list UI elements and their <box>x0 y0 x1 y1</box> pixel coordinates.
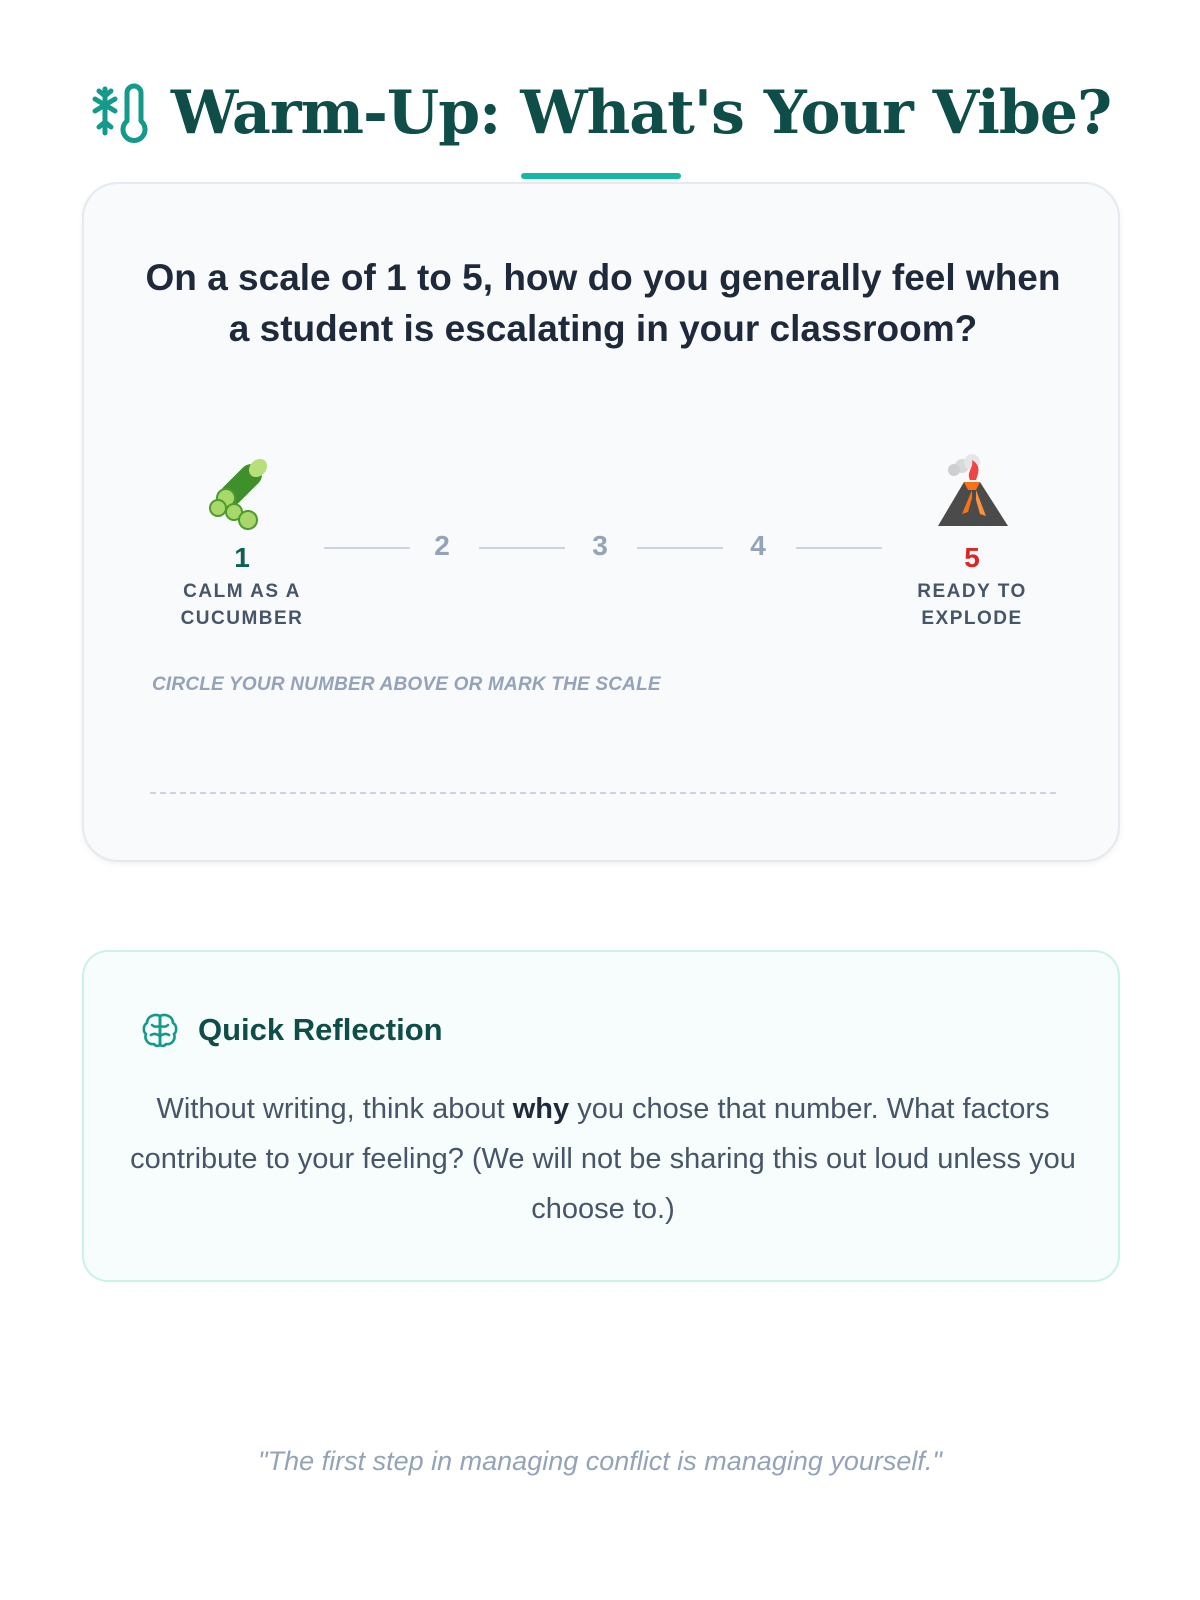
reflection-header <box>140 1010 443 1050</box>
answer-line[interactable] <box>150 792 1056 794</box>
scale-number-5: 5 <box>964 542 980 573</box>
scale-connector <box>637 547 723 549</box>
page-header <box>0 78 1200 148</box>
scale-label-high-line1: READY TO <box>917 581 1027 602</box>
scale-option-5[interactable] <box>887 454 1057 632</box>
thermometer-snowflake-icon <box>89 81 153 145</box>
reflection-title: Quick Reflection <box>198 1012 443 1047</box>
scale-card <box>82 182 1120 862</box>
cucumber-icon <box>202 454 282 534</box>
scale-option-1[interactable] <box>157 454 327 632</box>
scale-connector <box>796 547 882 549</box>
rating-scale <box>84 454 1122 654</box>
scale-label-low-line1: CALM AS A <box>183 581 301 602</box>
scale-instruction: CIRCLE YOUR NUMBER ABOVE OR MARK THE SCALE <box>152 674 661 695</box>
scale-label-low-line2: CUCUMBER <box>180 608 304 629</box>
reflection-body <box>124 1084 1082 1234</box>
reflection-card <box>82 950 1120 1282</box>
scale-question: On a scale of 1 to 5, how do you generally feel when a student is escalating in your classroom? <box>145 257 1061 349</box>
scale-label-high <box>887 578 1057 632</box>
scale-option-3[interactable]: 3 <box>592 530 608 561</box>
reflection-text-end: you chose that number. What factors contribute to your feeling? (We will not be sharing this out loud unless you choose to.) <box>130 1093 1076 1225</box>
scale-option-2[interactable]: 2 <box>434 530 450 561</box>
scale-label-low <box>157 578 327 632</box>
volcano-icon <box>932 454 1012 534</box>
scale-number-1: 1 <box>234 542 250 573</box>
scale-label-high-line2: EXPLODE <box>921 608 1023 629</box>
reflection-emphasis: why <box>512 1093 570 1125</box>
title-underline <box>521 173 681 179</box>
page-title: Warm-Up: What's Your Vibe? <box>170 78 1112 148</box>
footer-quote: "The first step in managing conflict is managing yourself." <box>258 1446 942 1476</box>
scale-connector <box>479 547 565 549</box>
reflection-text-start: Without writing, think about <box>156 1093 513 1125</box>
scale-option-4[interactable]: 4 <box>750 530 766 561</box>
brain-icon <box>140 1010 180 1050</box>
scale-connector <box>324 547 410 549</box>
